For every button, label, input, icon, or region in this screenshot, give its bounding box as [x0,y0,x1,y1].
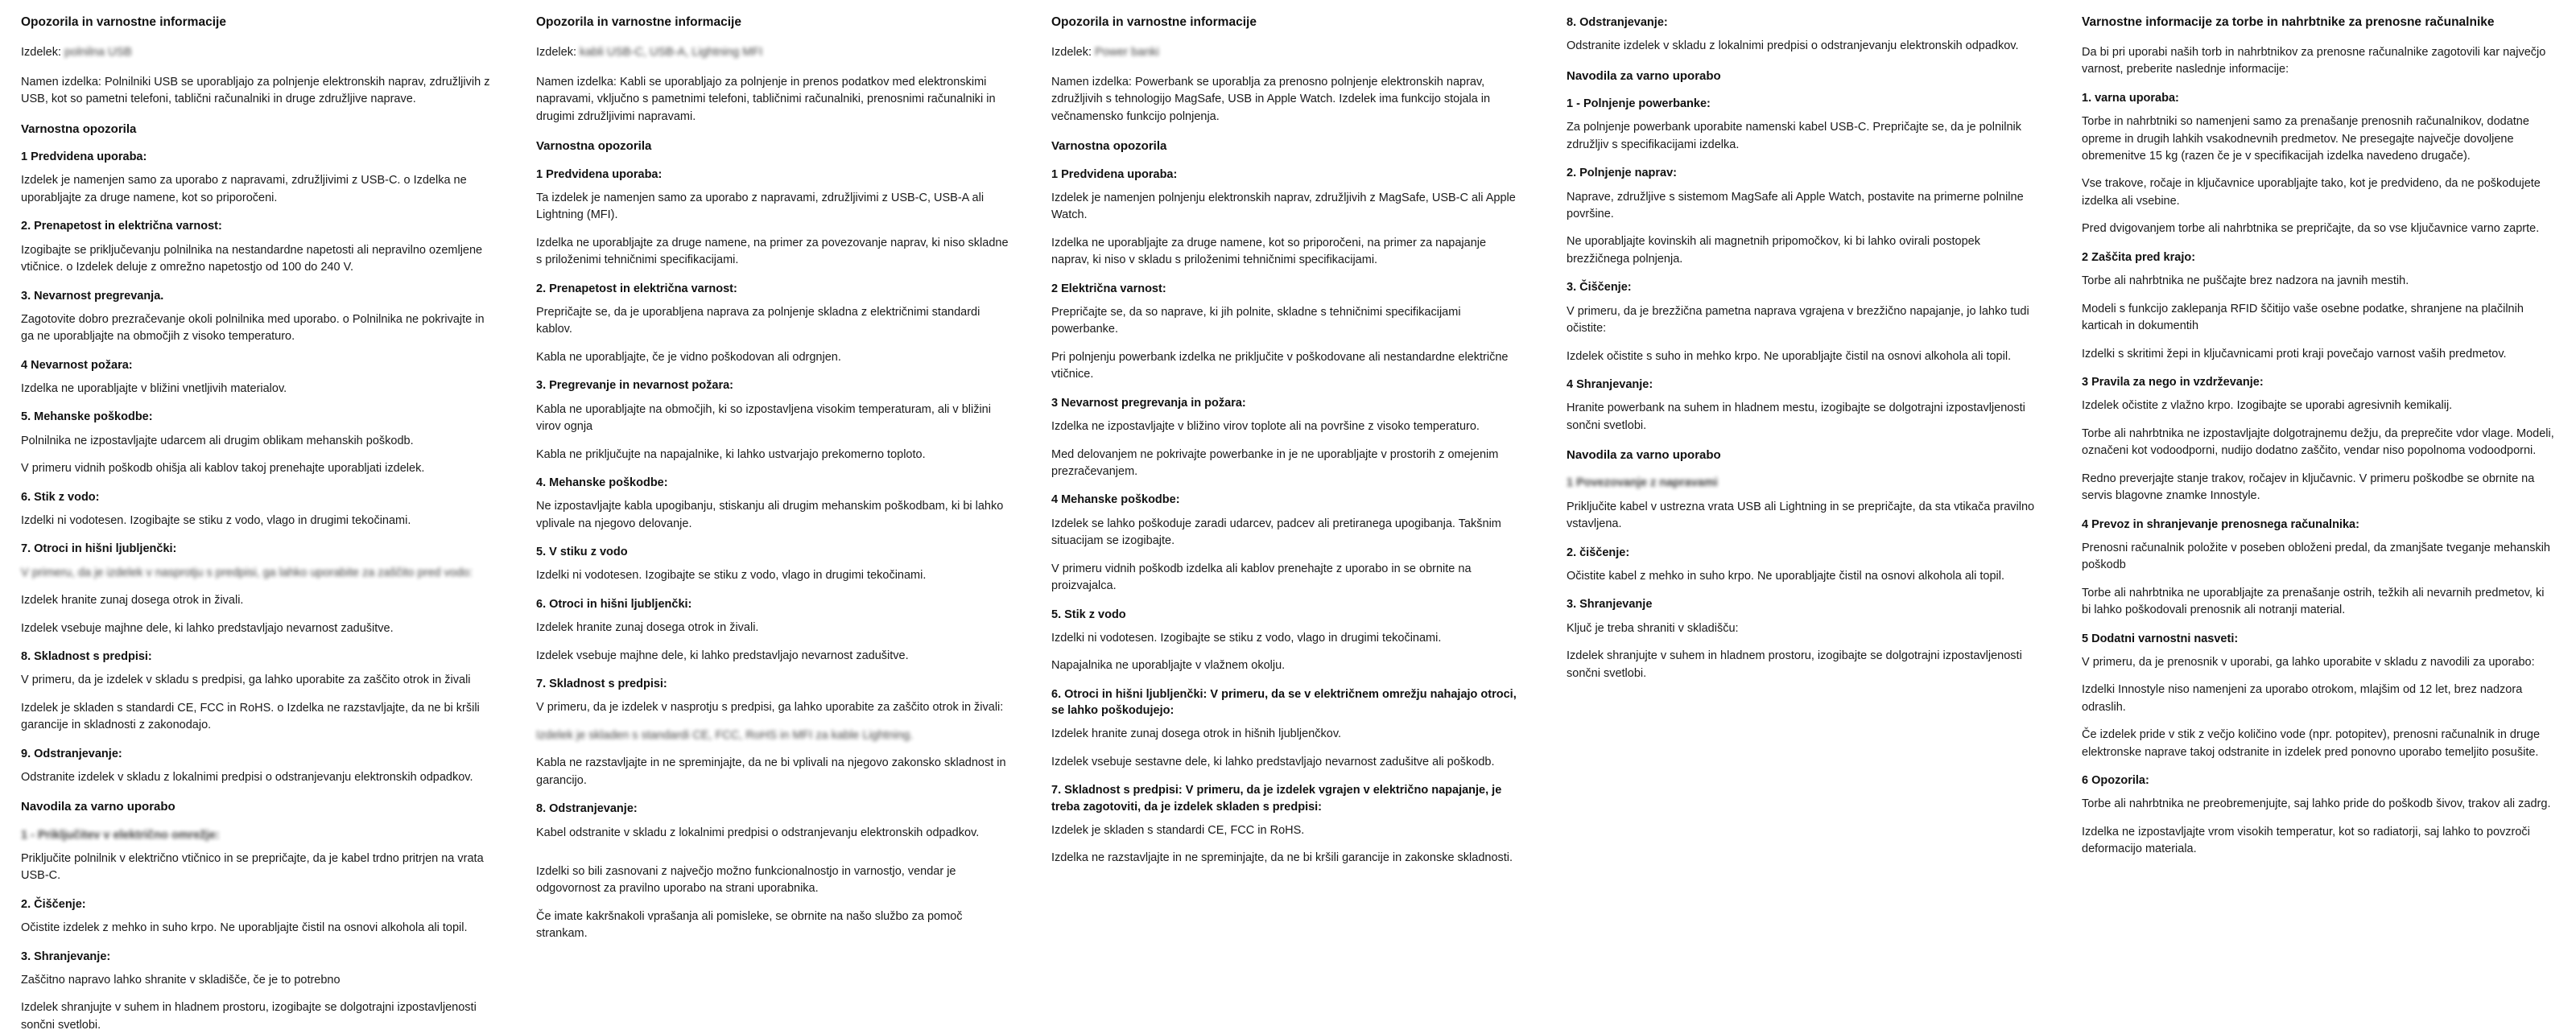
guide-text: Za polnjenje powerbank uporabite namenski kabel USB-C. Prepričajte se, da je polnilnik združljiv s specifikacijami izdelka. [1567,121,2022,151]
warnings-heading: Varnostna opozorila [1051,139,1167,154]
product-purpose: Namen izdelka: Polnilniki USB se uporabljajo za polnjenje elektronskih naprav, združljivih z USB, kot so pametni telefoni, tablični računalniki in druge združljive naprave. [21,75,490,106]
warning-text: Izdelki ni vodotesen. Izogibajte se stiku z vodo, vlago in drugimi tekočinami. [21,513,411,527]
warning-text: Izdelka ne uporabljajte za druge namene, kot so priporočeni, na primer za napajanje naprav, ki niso v skladu s priloženimi tehničnimi specifikacijami. [1051,236,1487,267]
warning-text: V primeru vidnih poškodb izdelka ali kablov prenehajte z uporabo in se obrnite na proizvajalca. [1051,562,1472,593]
warning-text: Ta izdelek je namenjen samo za uporabo z napravami, združljivimi z USB-C, USB-A ali Lightning (MFI). [536,191,985,222]
guide-heading: 3. Čiščenje: [1567,281,1632,295]
warning-heading: 2. Prenapetost in električna varnost: [21,220,222,233]
usage-guide-heading: Navodila za varno uporabo [21,800,175,814]
guide-heading: 1 Povezovanje z napravami [1567,476,1718,490]
warning-text: Kabla ne uporabljajte, če je vidno poškodovan ali odrgnjen. [536,350,841,364]
warning-heading: 1. varna uporaba: [2082,91,2179,105]
warning-heading: 4. Mehanske poškodbe: [536,476,668,489]
warning-text: Izdelek hranite zunaj dosega otrok in živali. [21,594,244,608]
product-label: Izdelek: [1051,45,1092,59]
warning-text: Prepričajte se, da so naprave, ki jih polnite, skladne s tehničnimi specifikacijami powerbanke. [1051,305,1461,336]
warning-text: Izdelka ne razstavljajte in ne spreminjajte, da ne bi kršili garancije in zakonske skladnosti. [1051,851,1513,865]
product-value: polnilna USB [64,45,132,59]
warning-text: V primeru, da je izdelek v nasprotju s predpisi, ga lahko uporabite za zaščito otrok in živali: [536,701,1004,715]
warning-text: Torbe ali nahrbtnika ne uporabljajte za prenašanje ostrih, težkih ali nevarnih predmetov, ki bi lahko poškodovali prenosnik ali notranji material. [2082,586,2545,617]
warning-text: Izdelek hranite zunaj dosega otrok in hišnih ljubljenčkov. [1051,727,1342,741]
warning-heading: 9. Odstranjevanje: [21,747,122,760]
warning-heading: 5 Dodatni varnostni nasveti: [2082,632,2239,645]
warning-text: Torbe in nahrbtniki so namenjeni samo za prenašanje prenosnih računalnikov, dodatne opreme in drugih lahkih vsakodnevnih predmetov. Ne presegajte največje dovoljene obremenitve 15 kg (razen če je v specifikacijah izdelka navedeno drugače). [2082,115,2529,163]
warning-heading: 8. Odstranjevanje: [536,802,638,816]
product-lead [21,44,494,61]
warning-text: Torbe ali nahrbtnika ne preobremenjujte, saj lahko pride do poškodb šivov, trakov ali zadrg. [2082,797,2551,811]
warning-text: Odstranite izdelek v skladu z lokalnimi predpisi o odstranjevanju elektronskih odpadkov. [21,771,473,785]
warning-text: Kabla ne uporabljajte na območjih, ki so izpostavljena visokim temperaturam, ali v bližini virov ognja [536,402,991,434]
warning-text: Izdelek je skladen s standardi CE, FCC in RoHS. [1051,823,1305,837]
warning-text: Odstranite izdelek v skladu z lokalnimi predpisi o odstranjevanju elektronskih odpadkov. [1567,39,2019,53]
guide-heading: 2. čiščenje: [1567,546,1630,559]
guide-text: Izdelek shranjujte v suhem in hladnem prostoru, izogibajte se dolgotrajni izpostavljenosti sončni svetlobi. [21,1001,477,1032]
guide-text: V primeru, da je brezžična pametna naprava vgrajena v brezžično napajanje, jo lahko tudi očistite: [1567,304,2029,336]
product-label: Izdelek: [536,45,576,59]
guide-text: Priključite polnilnik v električno vtičnico in se prepričajte, da je kabel trdno pritrjen na vrata USB-C. [21,852,484,883]
guide-text: Zaščitno napravo lahko shranite v skladišče, če je to potrebno [21,973,341,987]
warning-heading: 5. Mehanske poškodbe: [21,410,153,424]
warning-text: Kabel odstranite v skladu z lokalnimi predpisi o odstranjevanju elektronskih odpadkov. [536,826,980,839]
guide-text: Naprave, združljive s sistemom MagSafe ali Apple Watch, postavite na primerne polnilne površine. [1567,190,2024,220]
warning-text: Torbe ali nahrbtnika ne izpostavljajte dolgotrajnemu dežju, da preprečite vdor vlage. Modeli, označeni kot vodoodporni, nudijo dodatno zaščito, vendar niso popolnoma vodoodporni. [2082,426,2554,458]
guide-text: Ključ je treba shraniti v skladišču: [1567,621,1739,635]
warning-text: Izdelek se lahko poškoduje zaradi udarcev, padcev ali pretiranega upogibanja. Takšnim situacijam se izogibajte. [1051,517,1501,548]
warning-text: V primeru, da je izdelek v skladu s predpisi, ga lahko uporabite za zaščito otrok in živali [21,674,471,687]
guide-heading: 1 - Polnjenje powerbanke: [1567,97,1711,110]
warnings-heading: Varnostna opozorila [536,139,652,154]
warning-text: Izdelek hranite zunaj dosega otrok in živali. [536,621,759,635]
warning-text: Prepričajte se, da je uporabljena naprava za polnjenje skladna z električnimi standardi kablov. [536,305,980,336]
warning-text: Vse trakove, ročaje in ključavnice uporabljajte tako, kot je predvideno, da ne poškodujete izdelka ali vsebine. [2082,177,2541,208]
intro-text: Da bi pri uporabi naših torb in nahrbtnikov za prenosne računalnike zagotovili kar največjo varnost, preberite naslednje informacije: [2082,45,2546,76]
warnings-heading: Varnostna opozorila [21,122,137,136]
warning-text: Izogibajte se priključevanju polnilnika na nestandardne napetosti ali nepravilno ozemljene vtičnice. o Izdelek deluje z omrežno napetostjo od 100 do 240 V. [21,243,483,274]
warning-text: Izdelka ne izpostavljajte v bližino virov toplote ali na površine z visoko temperaturo. [1051,420,1480,434]
warning-text: Zagotovite dobro prezračevanje okoli polnilnika med uporabo. o Polnilnika ne pokrivajte in ga ne uporabljajte na območjih z visoko temperaturo. [21,312,485,344]
warning-text: Izdelek očistite z vlažno krpo. Izogibajte se uporabi agresivnih kemikalij. [2082,399,2453,413]
warning-heading: 7. Otroci in hišni ljubljenčki: [21,542,177,556]
column-title: Varnostne informacije za torbe in nahrbtnike za prenosne računalnike [2082,15,2495,29]
warning-text: Izdelek je skladen s standardi CE, FCC, RoHS in MFI za kable Lightning. [536,728,914,742]
warning-text: V primeru vidnih poškodb ohišja ali kablov takoj prenehajte uporabljati izdelek. [21,462,425,476]
warning-text: V primeru, da je prenosnik v uporabi, ga lahko uporabite v skladu z navodili za uporabo: [2082,655,2535,669]
guide-heading: 3. Shranjevanje: [21,950,111,963]
warning-text: Ne izpostavljajte kabla upogibanju, stiskanju ali drugim mehanskim poškodbam, ki bi lahko vplivale na njegovo delovanje. [536,500,1004,530]
warning-text: Izdelka ne izpostavljajte vrom visokih temperatur, kot so radiatorji, saj lahko to povzroči deformacijo materiala. [2082,825,2530,856]
column-bags-backpacks [2061,14,2576,1006]
warning-heading: 4 Prevoz in shranjevanje prenosnega računalnika: [2082,517,2359,531]
warning-text: Izdelki s skritimi žepi in ključavnicami proti kraji povečajo varnost vaših predmetov. [2082,347,2507,360]
warning-heading: 4 Nevarnost požara: [21,358,133,372]
column-title: Opozorila in varnostne informacije [21,15,226,29]
warning-text: Napajalnika ne uporabljajte v vlažnem okolju. [1051,659,1286,673]
product-purpose: Namen izdelka: Kabli se uporabljajo za polnjenje in prenos podatkov med elektronskimi napravami, vključno s pametnimi telefoni, tabličnimi računalniki, prenosnimi računalniki in drugimi združljivimi napravami. [536,75,996,123]
warning-heading: 3 Nevarnost pregrevanja in požara: [1051,396,1246,410]
warning-text: Modeli s funkcijo zaklepanja RFID ščitijo vaše osebne podatke, shranjene na plačilnih karticah in dokumentih [2082,302,2524,333]
warning-heading: 3. Pregrevanje in nevarnost požara: [536,379,733,393]
warning-text: Izdelek vsebuje majhne dele, ki lahko predstavljajo nevarnost zadušitve. [21,621,394,635]
guide-text: Izdelek shranjujte v suhem in hladnem prostoru, izogibajte se dolgotrajni izpostavljenosti sončni svetlobi. [1567,649,2022,680]
warning-heading: 8. Odstranjevanje: [1567,16,1668,29]
usage-guide-heading-2: Navodila za varno uporabo [1567,448,1721,463]
warning-text: Izdelek vsebuje majhne dele, ki lahko predstavljajo nevarnost zadušitve. [536,649,909,662]
product-purpose: Namen izdelka: Powerbank se uporablja za prenosno polnjenje elektronskih naprav, združljivih s tehnologijo MagSafe, USB in Apple Watch. Izdelek ima funkcijo stojala in večnamensko funkcijo polnjenja. [1051,75,1491,123]
guide-text: Očistite izdelek z mehko in suho krpo. Ne uporabljajte čistil na osnovi alkohola ali topil. [21,921,468,935]
product-value: kabli USB-C, USB-A, Lightning MFI [580,45,763,59]
warning-text: Polnilnika ne izpostavljajte udarcem ali drugim oblikam mehanskih poškodb. [21,434,414,447]
warning-heading: 6. Otroci in hišni ljubljenčki: V primeru, da se v električnem omrežju nahajajo otroci, se lahko poškodujejo: [1051,687,1517,718]
warning-text: Torbe ali nahrbtnika ne puščajte brez nadzora na javnih mestih. [2082,274,2409,288]
closing-note: Izdelki so bili zasnovani z največjo možno funkcionalnostjo in varnostjo, vendar je odgovornost za pravilno uporabo na strani uporabnika. [536,864,956,896]
warning-text: Izdelek je namenjen samo za uporabo z napravami, združljivimi z USB-C. o Izdelka ne uporabljajte za druge namene, kot so priporočeni. [21,174,467,204]
column-usb-charger [0,14,515,1032]
support-note: Če imate kakršnakoli vprašanja ali pomisleke, se obrnite na našo službo za pomoč strankam. [536,909,963,941]
warning-text: Izdelki ni vodotesen. Izogibajte se stiku z vodo, vlago in drugimi tekočinami. [1051,631,1442,645]
guide-text: Izdelek očistite s suho in mehko krpo. Ne uporabljajte čistil na osnovi alkohola ali topil. [1567,349,2012,363]
product-label: Izdelek: [21,45,61,59]
warning-text: Prenosni računalnik položite v poseben obloženi predal, da zmanjšate tveganje mehanskih poškodb [2082,541,2550,572]
warning-heading: 8. Skladnost s predpisi: [21,650,152,664]
warning-heading: 1 Predvidena uporaba: [1051,167,1178,181]
warning-heading: 7. Skladnost s predpisi: [536,678,667,691]
guide-heading: 2. Čiščenje: [21,897,86,911]
warning-heading: 2 Zaščita pred krajo: [2082,250,2196,264]
column-title: Opozorila in varnostne informacije [536,15,741,29]
warning-heading: 2 Električna varnost: [1051,282,1166,295]
product-value: Power banki [1095,45,1159,59]
warning-text: Izdelek je namenjen polnjenju elektronskih naprav, združljivih z MagSafe, USB-C ali Apple Watch. [1051,191,1516,222]
warning-heading: 5. V stiku z vodo [536,546,628,559]
guide-heading: 3. Shranjevanje [1567,598,1653,612]
column-cables [515,14,1030,1006]
warning-text: Če izdelek pride v stik z večjo količino vode (npr. potopitev), prenosni računalnik in druge elektronske naprave takoj odstranite in izdelek pred ponovno uporabo temeljito posušite. [2082,728,2541,759]
warning-text: Izdelka ne uporabljajte v bližini vnetljivih materialov. [21,382,287,395]
warning-heading: 7. Skladnost s predpisi: V primeru, da je izdelek vgrajen v električno napajanje, je treba zagotoviti, da je izdelek skladen s predpisi: [1051,784,1502,814]
warning-text: Izdelek vsebuje sestavne dele, ki lahko predstavljajo nevarnost zadušitve ali poškodb. [1051,755,1495,768]
column-powerbank-guide [1546,14,2061,1006]
warning-heading: 6. Stik z vodo: [21,490,100,504]
warning-text: Izdelka ne uporabljajte za druge namene, na primer za povezovanje naprav, ki niso skladne s priloženimi tehničnimi specifikacijami. [536,236,1009,267]
warning-text: Med delovanjem ne pokrivajte powerbanke in je ne uporabljajte v prostorih z omejenim prezračevanjem. [1051,447,1499,478]
guide-text: Očistite kabel z mehko in suho krpo. Ne uporabljajte čistil na osnovi alkohola ali topil. [1567,569,2005,583]
guide-heading: 1 - Priključitev v električno omrežje: [21,828,220,842]
warning-text: Izdelki ni vodotesen. Izogibajte se stiku z vodo, vlago in drugimi tekočinami. [536,569,927,583]
warning-text: Pri polnjenju powerbank izdelka ne priključite v poškodovane ali nestandardne električne vtičnice. [1051,350,1509,381]
guide-text: Ne uporabljajte kovinskih ali magnetnih pripomočkov, ki bi lahko ovirali postopek brezžičnega polnjenja. [1567,235,1980,266]
warning-heading: 3. Nevarnost pregrevanja. [21,289,164,303]
guide-heading: 2. Polnjenje naprav: [1567,167,1677,180]
warning-text: Kabla ne priključujte na napajalnike, ki lahko ustvarjajo prekomerno toploto. [536,447,926,461]
warning-text: Izdelek je skladen s standardi CE, FCC in RoHS. o Izdelka ne razstavljajte, da ne bi kršili garancije in skladnosti z zakonodajo. [21,701,480,732]
warning-text: Izdelki Innostyle niso namenjeni za uporabo otrokom, mlajšim od 12 let, brez nadzora odraslih. [2082,683,2523,714]
column-powerbank [1030,14,1546,1006]
product-lead [536,44,1009,61]
warning-text: Pred dvigovanjem torbe ali nahrbtnika se prepričajte, da so vse ključavnice varno zaprte. [2082,222,2540,236]
warning-heading: 6 Opozorila: [2082,774,2149,788]
warning-text: V primeru, da je izdelek v nasprotju s predpisi, ga lahko uporabite za zaščito pred vodo: [21,566,473,579]
product-lead [1051,44,1525,61]
warning-text: Redno preverjajte stanje trakov, ročajev in ključavnic. V primeru poškodbe se obrnite na servis blagovne znamke Innostyle. [2082,472,2535,503]
warning-heading: 1 Predvidena uporaba: [536,167,663,181]
usage-guide-heading: Navodila za varno uporabo [1567,68,1721,83]
warning-heading: 1 Predvidena uporaba: [21,150,147,164]
warning-heading: 2. Prenapetost in električna varnost: [536,282,737,295]
guide-text: Priključite kabel v ustrezna vrata USB ali Lightning in se prepričajte, da sta vtikača pravilno vstavljena. [1567,500,2035,531]
warning-heading: 4 Mehanske poškodbe: [1051,493,1180,507]
warning-text: Kabla ne razstavljajte in ne spreminjajte, da ne bi vplivali na njegovo zakonsko skladnost in garancijo. [536,756,1006,787]
warning-heading: 5. Stik z vodo [1051,608,1126,621]
warning-heading: 3 Pravila za nego in vzdrževanje: [2082,375,2264,389]
column-title: Opozorila in varnostne informacije [1051,15,1257,29]
guide-text: Hranite powerbank na suhem in hladnem mestu, izogibajte se dolgotrajni izpostavljenosti sončni svetlobi. [1567,402,2025,432]
warning-heading: 6. Otroci in hišni ljubljenčki: [536,597,692,611]
guide-heading: 4 Shranjevanje: [1567,377,1653,391]
